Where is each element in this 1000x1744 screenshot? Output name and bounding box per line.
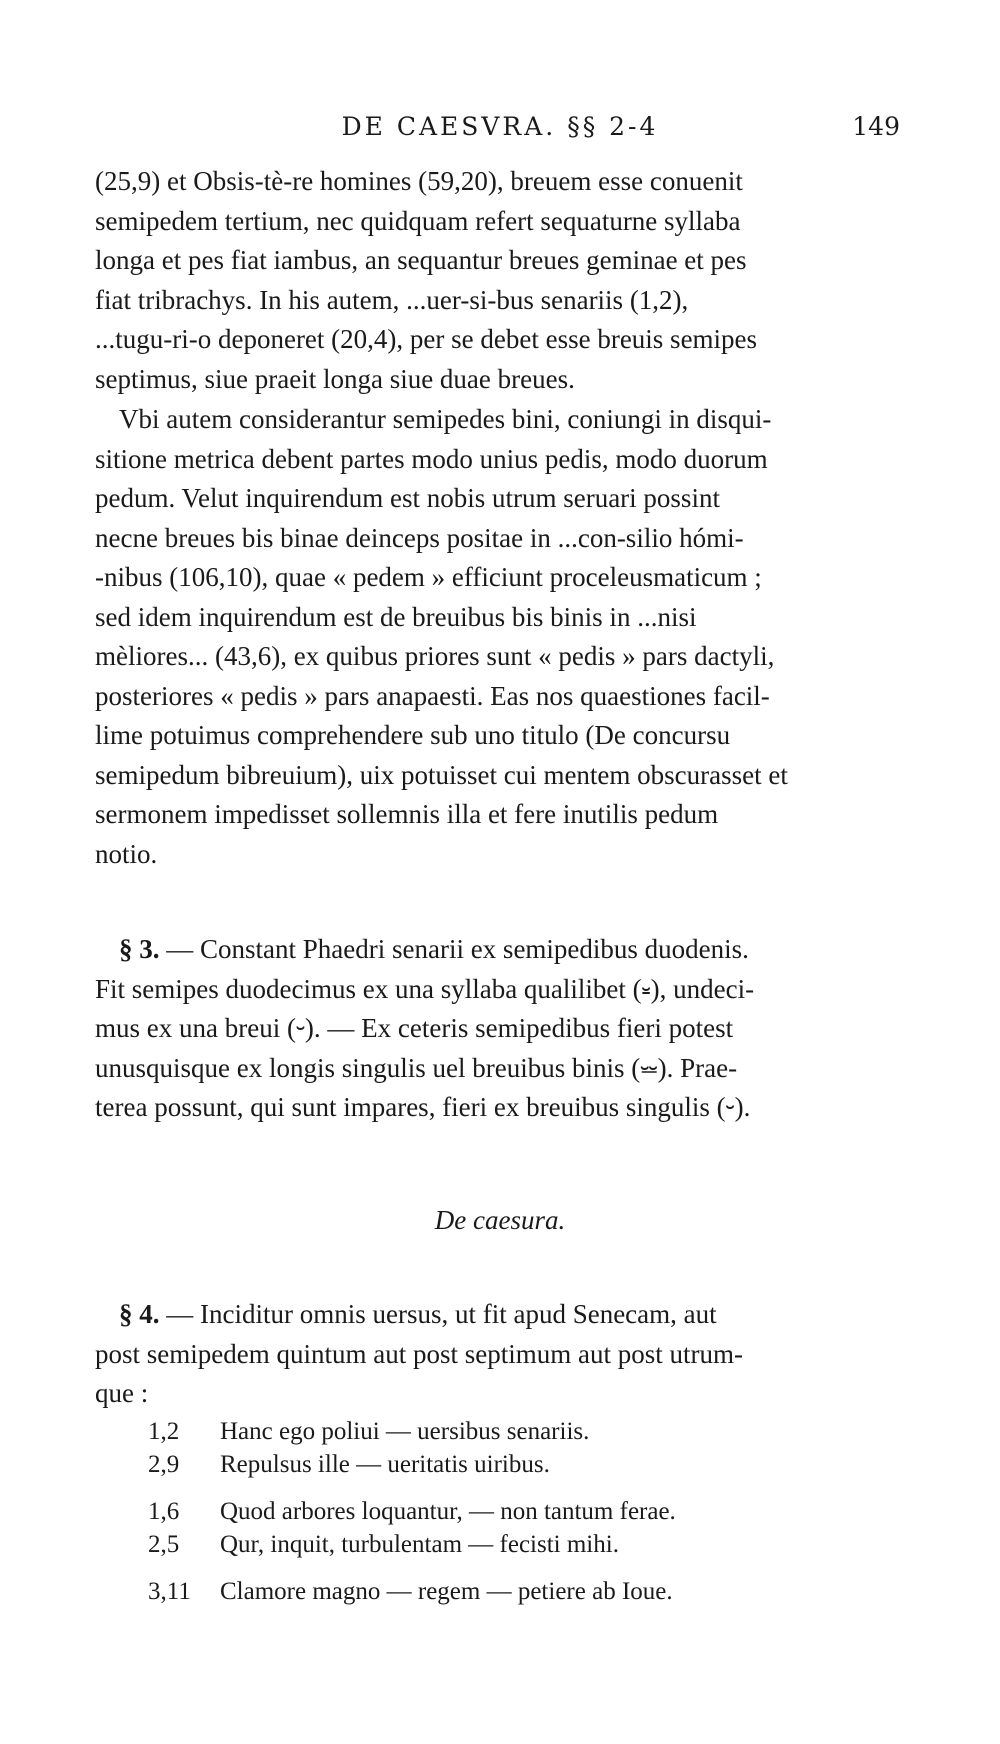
quotation-row: [148, 1451, 848, 1484]
section-4: [95, 1295, 910, 1414]
text-line: unusquisque ex longis singulis uel breuibus binis (⏕). Prae-: [95, 1052, 738, 1083]
quotation-row: [148, 1498, 848, 1531]
text-line: ...tugu-ri-o deponeret (20,4), per se debet esse breuis semipes: [95, 324, 758, 354]
section-marker: § 3.: [119, 934, 160, 964]
text-line: notio.: [95, 838, 158, 869]
text-line: [95, 1295, 910, 1335]
running-head: DE CAESVRA. §§ 2-4: [341, 112, 659, 141]
verse-text: Quod arbores loquantur, — non tantum ferae.: [220, 1498, 676, 1525]
text-line: sed idem inquirendum est de breuibus bis binis in ...nisi: [95, 601, 697, 632]
verse-text: Clamore magno — regem — petiere ab Ioue.: [220, 1578, 673, 1605]
text-line: semipedum bibreuium), uix potuisset cui mentem obscurasset et: [95, 759, 788, 790]
quotation-row: [148, 1418, 848, 1451]
page-header: [100, 112, 900, 152]
text-line: semipedem tertium, nec quidquam refert sequaturne syllaba: [95, 205, 741, 236]
quotation-group: [148, 1578, 848, 1611]
verse-reference: 1,2: [148, 1418, 180, 1445]
quotation-group: [148, 1498, 848, 1564]
text-line: post semipedem quintum aut post septimum aut post utrum-: [95, 1338, 743, 1369]
text-line: pedum. Velut inquirendum est nobis utrum seruari possint: [95, 483, 720, 513]
text-line: Vbi autem considerantur semipedes bini, coniungi in disqui-: [119, 404, 772, 434]
text-line: que :: [95, 1378, 149, 1408]
text-line: mus ex una breui (⏑). — Ex ceteris semipedibus fieri potest: [95, 1013, 734, 1043]
text-line: fiat tribrachys. In his autem, ...uer-si-bus senariis (1,2),: [95, 284, 689, 315]
section-3: [95, 930, 910, 1128]
text-line: necne breues bis binae deinceps positae in ...con-silio hómi-: [95, 522, 744, 553]
text-fragment: — Constant Phaedri senarii ex semipedibus duodenis.: [166, 934, 749, 964]
section-heading: De caesura.: [434, 1205, 566, 1235]
text-line: longa et pes fiat iambus, an sequantur breues geminae et pes: [95, 245, 747, 275]
text-line: [95, 930, 910, 970]
text-line: (25,9) et Obsis-tè-re homines (59,20), breuem esse conuenit: [95, 166, 743, 196]
verse-reference: 3,11: [148, 1578, 191, 1605]
text-fragment: — Inciditur omnis uersus, ut fit apud Senecam, aut: [166, 1299, 717, 1329]
paragraph-1: [95, 162, 910, 399]
verse-reference: 2,5: [148, 1531, 180, 1558]
text-line: -nibus (106,10), quae « pedem » efficiunt proceleusmaticum ;: [95, 562, 762, 592]
quotation-row: [148, 1531, 848, 1564]
section-marker: § 4.: [119, 1299, 160, 1329]
paragraph-2: [95, 400, 910, 874]
text-line: lime potuimus comprehendere sub uno titulo (De concursu: [95, 720, 731, 750]
verse-reference: 1,6: [148, 1498, 180, 1525]
text-line: sitione metrica debent partes modo unius pedis, modo duorum: [95, 443, 768, 474]
text-line: septimus, siue praeit longa siue duae breues.: [95, 363, 575, 394]
quotation-row: [148, 1578, 848, 1611]
verse-reference: 2,9: [148, 1451, 180, 1478]
text-line: sermonem impedisset sollemnis illa et fere inutilis pedum: [95, 799, 719, 829]
verse-text: Qur, inquit, turbulentam — fecisti mihi.: [220, 1531, 619, 1558]
verse-quotations: [148, 1418, 848, 1625]
quotation-group: [148, 1418, 848, 1484]
verse-text: Repulsus ille — ueritatis uiribus.: [220, 1451, 550, 1478]
page-number: 149: [852, 112, 900, 141]
text-line: posteriores « pedis » pars anapaesti. Eas nos quaestiones facil-: [95, 680, 770, 711]
text-line: Fit semipes duodecimus ex una syllaba qualilibet (⏓), undeci-: [95, 973, 755, 1004]
text-line: terea possunt, qui sunt impares, fieri ex breuibus singulis (⏑).: [95, 1092, 751, 1122]
verse-text: Hanc ego poliui — uersibus senariis.: [220, 1418, 590, 1445]
text-line: mèliores... (43,6), ex quibus priores sunt « pedis » pars dactyli,: [95, 641, 775, 671]
